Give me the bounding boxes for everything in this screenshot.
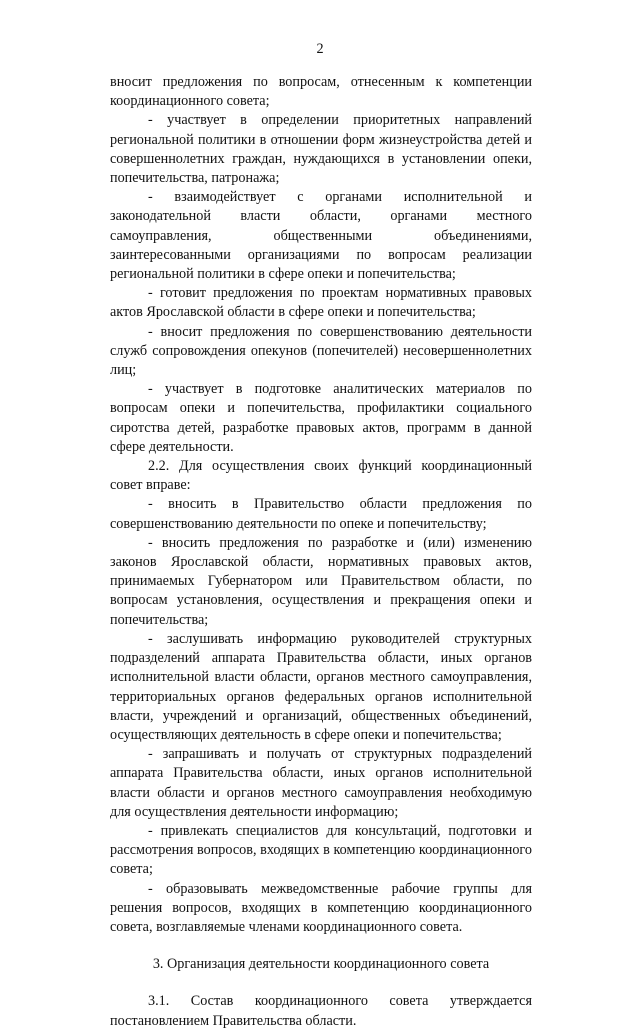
list-item-working-groups: - образовывать межведомственные рабочие группы для решения вопросов, входящих в компетенцию координационного совета, возглавляемые членами координационного совета. <box>110 880 532 935</box>
page-number: 2 <box>316 41 324 57</box>
list-item-analytical-materials: - участвует в подготовке аналитических материалов по вопросам опеки и попечительства, профилактики социального сиротства детей, разработке правовых актов, программ в данной сфере деятельности. <box>110 381 532 455</box>
clause-2-2: 2.2. Для осуществления своих функций координационный совет вправе: <box>110 458 532 494</box>
list-item-law-amendments: - вносить предложения по разработке и (или) изменению законов Ярославской области, нормативных правовых актов, принимаемых Губернатором или Правительством области, по вопросам установления, осуществления и прекращения опеки и попечительства; <box>110 534 532 628</box>
list-item-policy-directions: - участвует в определении приоритетных направлений региональной политики в отношении форм жизнеустройства детей и совершеннолетних граждан, нуждающихся в установлении опеки, попечительства, патронажа; <box>110 112 532 187</box>
list-item-request-information: - запрашивать и получать от структурных подразделений аппарата Правительства области, иных органов исполнительной власти области и органов местного самоуправления необходимую для осуществления деятельности информацию; <box>110 746 532 820</box>
list-item-interaction: - взаимодействует с органами исполнительной и законодательной власти области, органами местного самоуправления, общественными объединениями, заинтересованными организациями по вопросам реализации региональной политики в сфере опеки и попечительства; <box>110 189 532 283</box>
list-item-submit-proposals: - вносить в Правительство области предложения по совершенствованию деятельности по опеке и попечительству; <box>110 496 532 532</box>
clause-3-1: 3.1. Состав координационного совета утверждается постановлением Правительства области. <box>110 993 532 1029</box>
list-item-involve-specialists: - привлекать специалистов для консультаций, подготовки и рассмотрения вопросов, входящих в компетенцию координационного совета; <box>110 822 532 878</box>
paragraph-continuation: вносит предложения по вопросам, отнесенным к компетенции координационного совета; <box>110 74 532 110</box>
list-item-hear-information: - заслушивать информацию руководителей структурных подразделений аппарата Правительства области, иных органов исполнительной власти области, органов местного самоуправления, территориальных органов федеральных органов исполнительной власти, учреждений и организаций, общественных объединений, осуществляющих деятельность в сфере опеки и попечительства; <box>110 630 532 743</box>
section-heading: 3. Организация деятельности координационного совета <box>152 956 490 973</box>
list-item-support-services: - вносит предложения по совершенствованию деятельности служб сопровождения опекунов (попечителей) несовершеннолетних лиц; <box>110 323 532 379</box>
document-body <box>110 73 532 1031</box>
list-item-legal-acts-proposals: - готовит предложения по проектам нормативных правовых актов Ярославской области в сфере опеки и попечительства; <box>110 285 532 321</box>
